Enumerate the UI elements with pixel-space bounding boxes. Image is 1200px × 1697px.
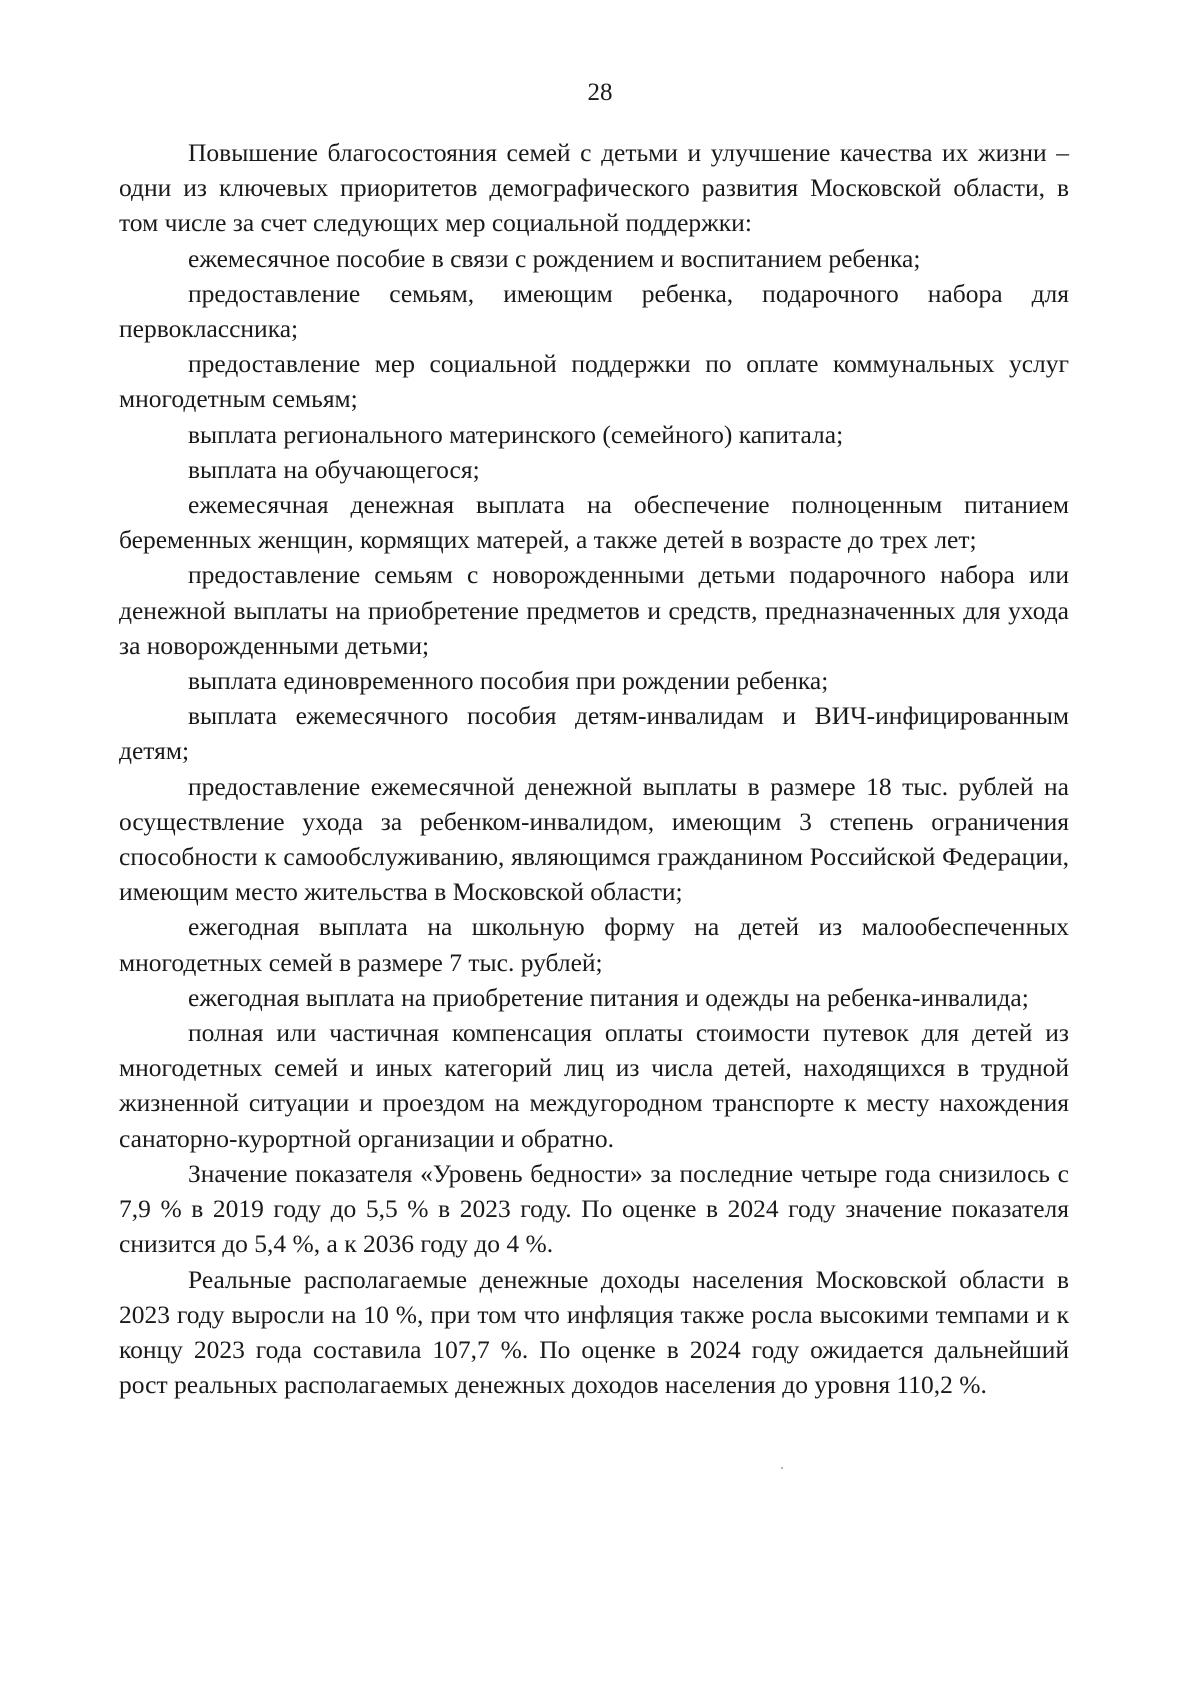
list-item-student-payment: выплата на обучающегося; bbox=[188, 454, 480, 484]
page-number: 28 bbox=[587, 79, 613, 106]
list-item-maternity-capital: выплата регионального материнского (семейного) капитала; bbox=[188, 419, 844, 449]
scan-speck bbox=[781, 1467, 783, 1469]
list-item-voucher-compensation: полная или частичная компенсация оплаты стоимости путевок для детей из многодетных семей и иных категорий лиц из числа детей, находящихся в трудной жизненной ситуации и проездом на междугородном транспорте к месту нахождения санаторно-курортной организации и обратно. bbox=[119, 1018, 1069, 1153]
paragraph-poverty-level: Значение показателя «Уровень бедности» за последние четыре года снизилось с 7,9 % в 2019 году до 5,5 % в 2023 году. По оценке в 2024 году значение показателя снизится до 5,4 %, а к 2036 году до 4 %. bbox=[119, 1158, 1069, 1259]
paragraph-intro: Повышение благосостояния семей с детьми и улучшение качества их жизни – одни из ключевых приоритетов демографического развития Московской области, в том числе за счет следующих мер социальной поддержки: bbox=[119, 138, 1069, 238]
list-item-caregiver-payment: предоставление ежемесячной денежной выплаты в размере 18 тыс. рублей на осуществление ухода за ребенком-инвалидом, имеющим 3 степень ограничения способности к самообслуживанию, являющимся гражданином Российской Федерации, имеющим место жительства в Московской области; bbox=[119, 771, 1069, 907]
list-item-birth-allowance: выплата единовременного пособия при рождении ребенка; bbox=[188, 666, 829, 696]
list-item-disabled-children-allowance: выплата ежемесячного пособия детям-инвалидам и ВИЧ-инфицированным детям; bbox=[119, 701, 1069, 766]
list-item-newborn-set: предоставление семьям с новорожденными детьми подарочного набора или денежной выплаты на приобретение предметов и средств, предназначенных для ухода за новорожденными детьми; bbox=[119, 560, 1069, 660]
list-item-monthly-allowance: ежемесячное пособие в связи с рождением и воспитанием ребенка; bbox=[188, 243, 921, 273]
list-item-school-uniform: ежегодная выплата на школьную форму на детей из малообеспеченных многодетных семей в размере 7 тыс. рублей; bbox=[119, 912, 1069, 977]
list-item-first-grader-set: предоставление семьям, имеющим ребенка, подарочного набора для первоклассника; bbox=[119, 278, 1069, 344]
list-item-food-clothing: ежегодная выплата на приобретение питания и одежды на ребенка-инвалида; bbox=[188, 982, 1029, 1012]
list-item-utility-support: предоставление мер социальной поддержки по оплате коммунальных услуг многодетным семьям; bbox=[119, 349, 1069, 414]
paragraph-real-income: Реальные располагаемые денежные доходы населения Московской области в 2023 году выросли на 10 %, при том что инфляция также росла высокими темпами и к концу 2023 года составила 107,7 %. По оценке в 2024 году ожидается дальнейший рост реальных располагаемых денежных доходов населения до уровня 110,2 %. bbox=[119, 1264, 1069, 1400]
body-text bbox=[119, 135, 1069, 1402]
list-item-nutrition-payment: ежемесячная денежная выплата на обеспечение полноценным питанием беременных женщин, кормящих матерей, а также детей в возрасте до трех лет; bbox=[119, 490, 1069, 555]
